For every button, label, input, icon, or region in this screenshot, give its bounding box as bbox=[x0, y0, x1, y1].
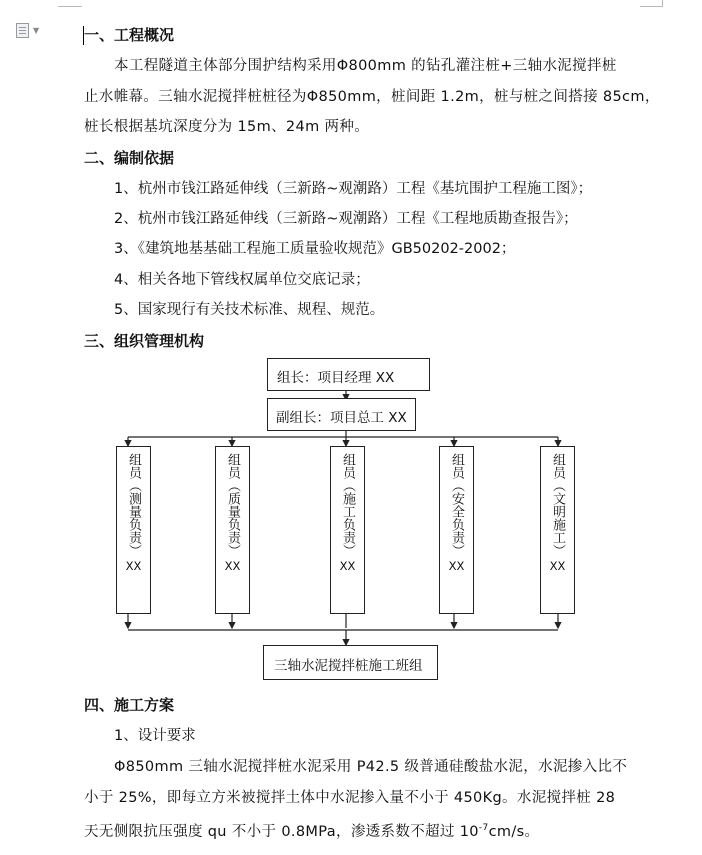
org-box-team bbox=[263, 645, 438, 680]
org-member-name: XX bbox=[549, 559, 566, 573]
org-member-name: XX bbox=[125, 559, 142, 573]
org-box-deputy bbox=[267, 398, 416, 431]
paragraph-line bbox=[84, 818, 539, 842]
section-heading: 四、施工方案 bbox=[84, 696, 175, 714]
org-member-label: 组员（质量负责） bbox=[225, 453, 240, 557]
paragraph-line: 本工程隧道主体部分围护结构采用Φ800mm 的钻孔灌注桩+三轴水泥搅拌桩 bbox=[114, 58, 617, 74]
org-box-member bbox=[215, 446, 250, 614]
list-item: 1、杭州市钱江路延伸线（三新路~观潮路）工程《基坑围护工程施工图》； bbox=[114, 181, 593, 197]
org-member-label: 组员（文明施工） bbox=[550, 453, 565, 557]
section-heading: 二、编制依据 bbox=[84, 149, 175, 167]
org-member-label: 组员（施工负责） bbox=[340, 453, 355, 557]
org-box-leader bbox=[267, 358, 430, 391]
org-box-member bbox=[116, 446, 151, 614]
org-member-name: XX bbox=[339, 559, 356, 573]
org-member-label: 组员（安全负责） bbox=[449, 453, 464, 557]
list-item: 4、相关各地下管线权属单位交底记录； bbox=[114, 272, 370, 288]
paragraph-line: Φ850mm 三轴水泥搅拌桩水泥采用 P42.5 级普通硅酸盐水泥，水泥掺入比不 bbox=[114, 759, 628, 775]
unit-text: cm/s。 bbox=[488, 823, 540, 840]
org-box-label: 组长：项目经理 XX bbox=[277, 370, 395, 386]
paragraph-line: 止水帷幕。三轴水泥搅拌桩桩径为Φ850mm，桩间距 1.2m，桩与桩之间搭接 85cm， bbox=[84, 89, 660, 105]
next-line-fragment bbox=[114, 846, 274, 855]
org-box-member bbox=[439, 446, 474, 614]
list-item: 3、《建筑地基基础工程施工质量验收规范》GB50202-2002； bbox=[114, 241, 516, 257]
section-heading: 三、组织管理机构 bbox=[84, 332, 205, 350]
org-box-label: 三轴水泥搅拌桩施工班组 bbox=[274, 658, 423, 674]
exponent: -7 bbox=[478, 823, 489, 833]
paragraph-text: 天无侧限抗压强度 qu 不小于 0.8MPa，渗透系数不超过 10 bbox=[84, 823, 479, 840]
org-box-member bbox=[330, 446, 365, 614]
org-box-label: 副组长：项目总工 XX bbox=[276, 410, 407, 426]
list-item: 2、杭州市钱江路延伸线（三新路~观潮路）工程《工程地质勘查报告》； bbox=[114, 211, 578, 227]
paragraph-line: 小于 25%，即每立方米被搅拌土体中水泥掺入量不小于 450Kg。水泥搅拌桩 28 bbox=[84, 790, 616, 806]
org-member-name: XX bbox=[448, 559, 465, 573]
chevron-down-icon[interactable]: ▼ bbox=[33, 26, 40, 35]
list-item: 5、国家现行有关技术标准、规程、规范。 bbox=[114, 302, 385, 318]
paragraph-line: 桩长根据基坑深度分为 15m、24m 两种。 bbox=[84, 119, 370, 135]
section-heading: 一、工程概况 bbox=[84, 26, 175, 44]
org-member-name: XX bbox=[224, 559, 241, 573]
org-member-label: 组员（测量负责） bbox=[126, 453, 141, 557]
org-box-member bbox=[540, 446, 575, 614]
subsection-heading: 1、设计要求 bbox=[114, 728, 196, 744]
